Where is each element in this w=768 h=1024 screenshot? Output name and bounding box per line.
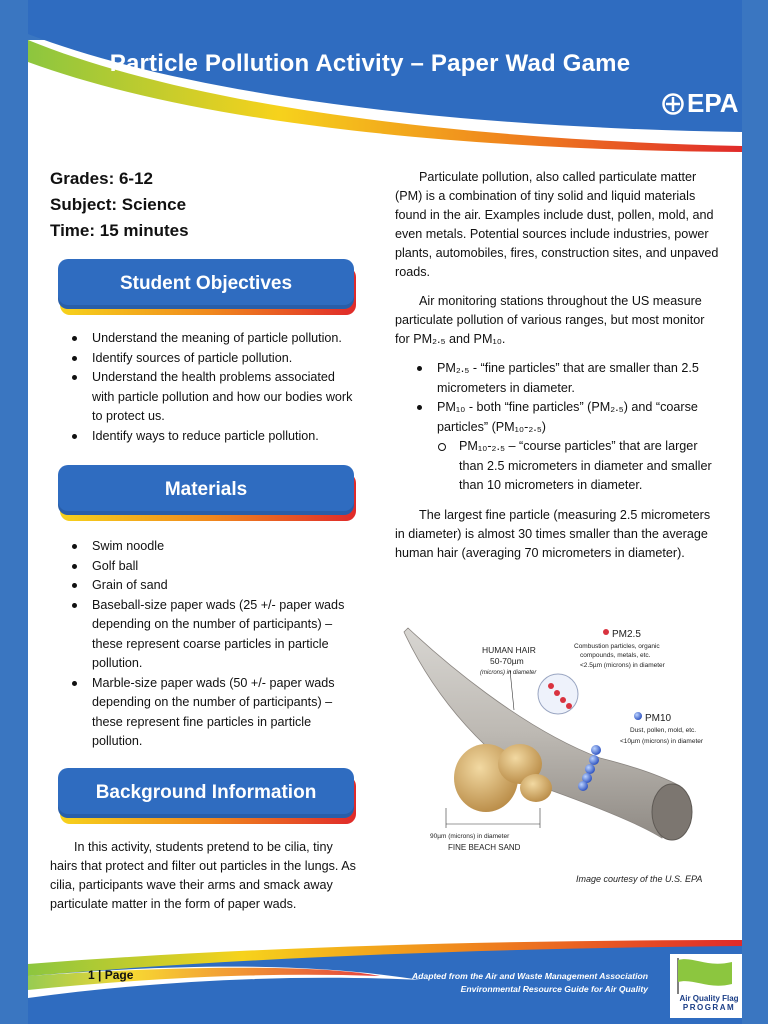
hair-label: HUMAN HAIR: [482, 645, 536, 655]
figure-caption: Image courtesy of the U.S. EPA: [576, 874, 703, 884]
subject-line: Subject: Science: [50, 195, 187, 214]
pm25-text: PM₂.₅ - “fine particles” that are smaller than 2.5 micrometers in diameter.: [437, 361, 699, 395]
sand-label: FINE BEACH SAND: [448, 843, 521, 852]
material-item: Marble-size paper wads (50 +/- paper wads depending on the number of participants) – these represent fine particles in particle pollution.: [50, 674, 360, 752]
right-column: [395, 168, 720, 563]
background-paragraph: In this activity, students pretend to be cilia, tiny hairs that protect and filter out particles in the lungs. As cilia, participants wave their arms and smack away particulate matter in the form of paper wads.: [50, 839, 356, 911]
pm25-particle: [566, 703, 572, 709]
materials-banner: [58, 465, 356, 521]
pm10-particle: [591, 745, 601, 755]
pm25-desc2: compounds, metals, etc.: [580, 652, 651, 659]
pm25-marker-dot: [603, 629, 609, 635]
grades-line: Grades: 6-12: [50, 169, 153, 188]
pm25-desc1: Combustion particles, organic: [574, 643, 660, 650]
material-item: Baseball-size paper wads (25 +/- paper wads depending on the number of participants) – these represent coarse particles in particle pollution.: [50, 596, 360, 674]
credit-line-2: Environmental Resource Guide for Air Quality: [460, 984, 648, 994]
pm25-item: [395, 359, 720, 398]
objective-item: Identify ways to reduce particle pollution.: [50, 427, 360, 447]
time-line: Time: 15 minutes: [50, 221, 189, 240]
sand-grain-3: [520, 774, 552, 802]
pm25-particle: [554, 690, 560, 696]
materials-list: [50, 537, 360, 752]
pm10-particle: [578, 781, 588, 791]
paragraph-monitoring: Air monitoring stations throughout the US measure particulate pollution of various ranges, but most monitor for PM₂.₅ and PM₁₀.: [395, 294, 705, 346]
pm-list: [395, 359, 720, 496]
epa-logo-text: EPA: [687, 88, 739, 118]
objective-item: Identify sources of particle pollution.: [50, 349, 360, 369]
footer-credit: [380, 970, 648, 996]
pm10-marker-dot: [634, 712, 642, 720]
epa-flower-icon: [662, 93, 684, 115]
objectives-heading: Student Objectives: [58, 259, 354, 309]
hair-cross-section: [652, 784, 692, 840]
material-item: Swim noodle: [50, 537, 360, 557]
pm10-25-item: PM₁₀-₂.₅ – “course particles” that are larger than 2.5 micrometers in diameter and smaller than 10 micrometers in diameter.: [437, 437, 720, 496]
hair-unit: (microns) in diameter: [480, 670, 537, 676]
pm25-particle: [560, 697, 566, 703]
objective-item: Understand the health problems associated with particle pollution and how our bodies work to protect us.: [50, 368, 360, 427]
page-number: 1 | Page: [88, 968, 134, 982]
material-item: Grain of sand: [50, 576, 360, 596]
page-title: Particle Pollution Activity – Paper Wad Game: [109, 50, 631, 77]
pm10-item: [395, 398, 720, 496]
pm10-size: <10µm (microns) in diameter: [620, 738, 704, 745]
paragraph-intro: Particulate pollution, also called particulate matter (PM) is a combination of tiny solid and liquid materials found in the air. Examples include dust, pollen, mold, and even metals. Potential sources include industries, power plants, automobiles, fires, construction sites, and unpaved roads.: [395, 170, 719, 279]
objectives-banner: [58, 259, 356, 315]
material-item: Golf ball: [50, 557, 360, 577]
objectives-list: [50, 329, 360, 446]
materials-heading: Materials: [58, 465, 354, 515]
hair-size: 50-70µm: [490, 656, 524, 666]
background-heading: Background Information: [58, 768, 354, 818]
left-column: [50, 166, 360, 914]
particle-size-figure: [400, 618, 718, 858]
pm10-label: PM10: [645, 713, 672, 724]
sand-size: 90µm (microns) in diameter: [430, 833, 510, 840]
flag-line-2: PROGRAM: [682, 1003, 736, 1012]
pm25-particle: [548, 683, 554, 689]
pm10-particle: [585, 764, 595, 774]
epa-logo: [662, 88, 739, 119]
pm10-desc: Dust, pollen, mold, etc.: [630, 727, 697, 734]
flag-line-1: Air Quality Flag: [679, 994, 739, 1003]
pm10-particle: [589, 755, 599, 765]
paragraph-comparison: The largest fine particle (measuring 2.5 micrometers in diameter) is almost 30 times smaller than the average human hair (averaging 70 micrometers in diameter).: [395, 507, 711, 560]
pm-sublist: [437, 437, 720, 496]
flag-program-text: [674, 994, 744, 1012]
background-banner: [58, 768, 356, 824]
header-swoosh: [0, 0, 768, 160]
pm25-size: <2.5µm (microns) in diameter: [580, 662, 665, 669]
credit-line-1: Adapted from the Air and Waste Management Association: [411, 971, 648, 981]
objective-item: Understand the meaning of particle pollution.: [50, 329, 360, 349]
pm25-label: PM2.5: [612, 629, 641, 640]
pm10-text: PM₁₀ - both “fine particles” (PM₂.₅) and “coarse particles” (PM₁₀-₂.₅): [437, 400, 698, 434]
